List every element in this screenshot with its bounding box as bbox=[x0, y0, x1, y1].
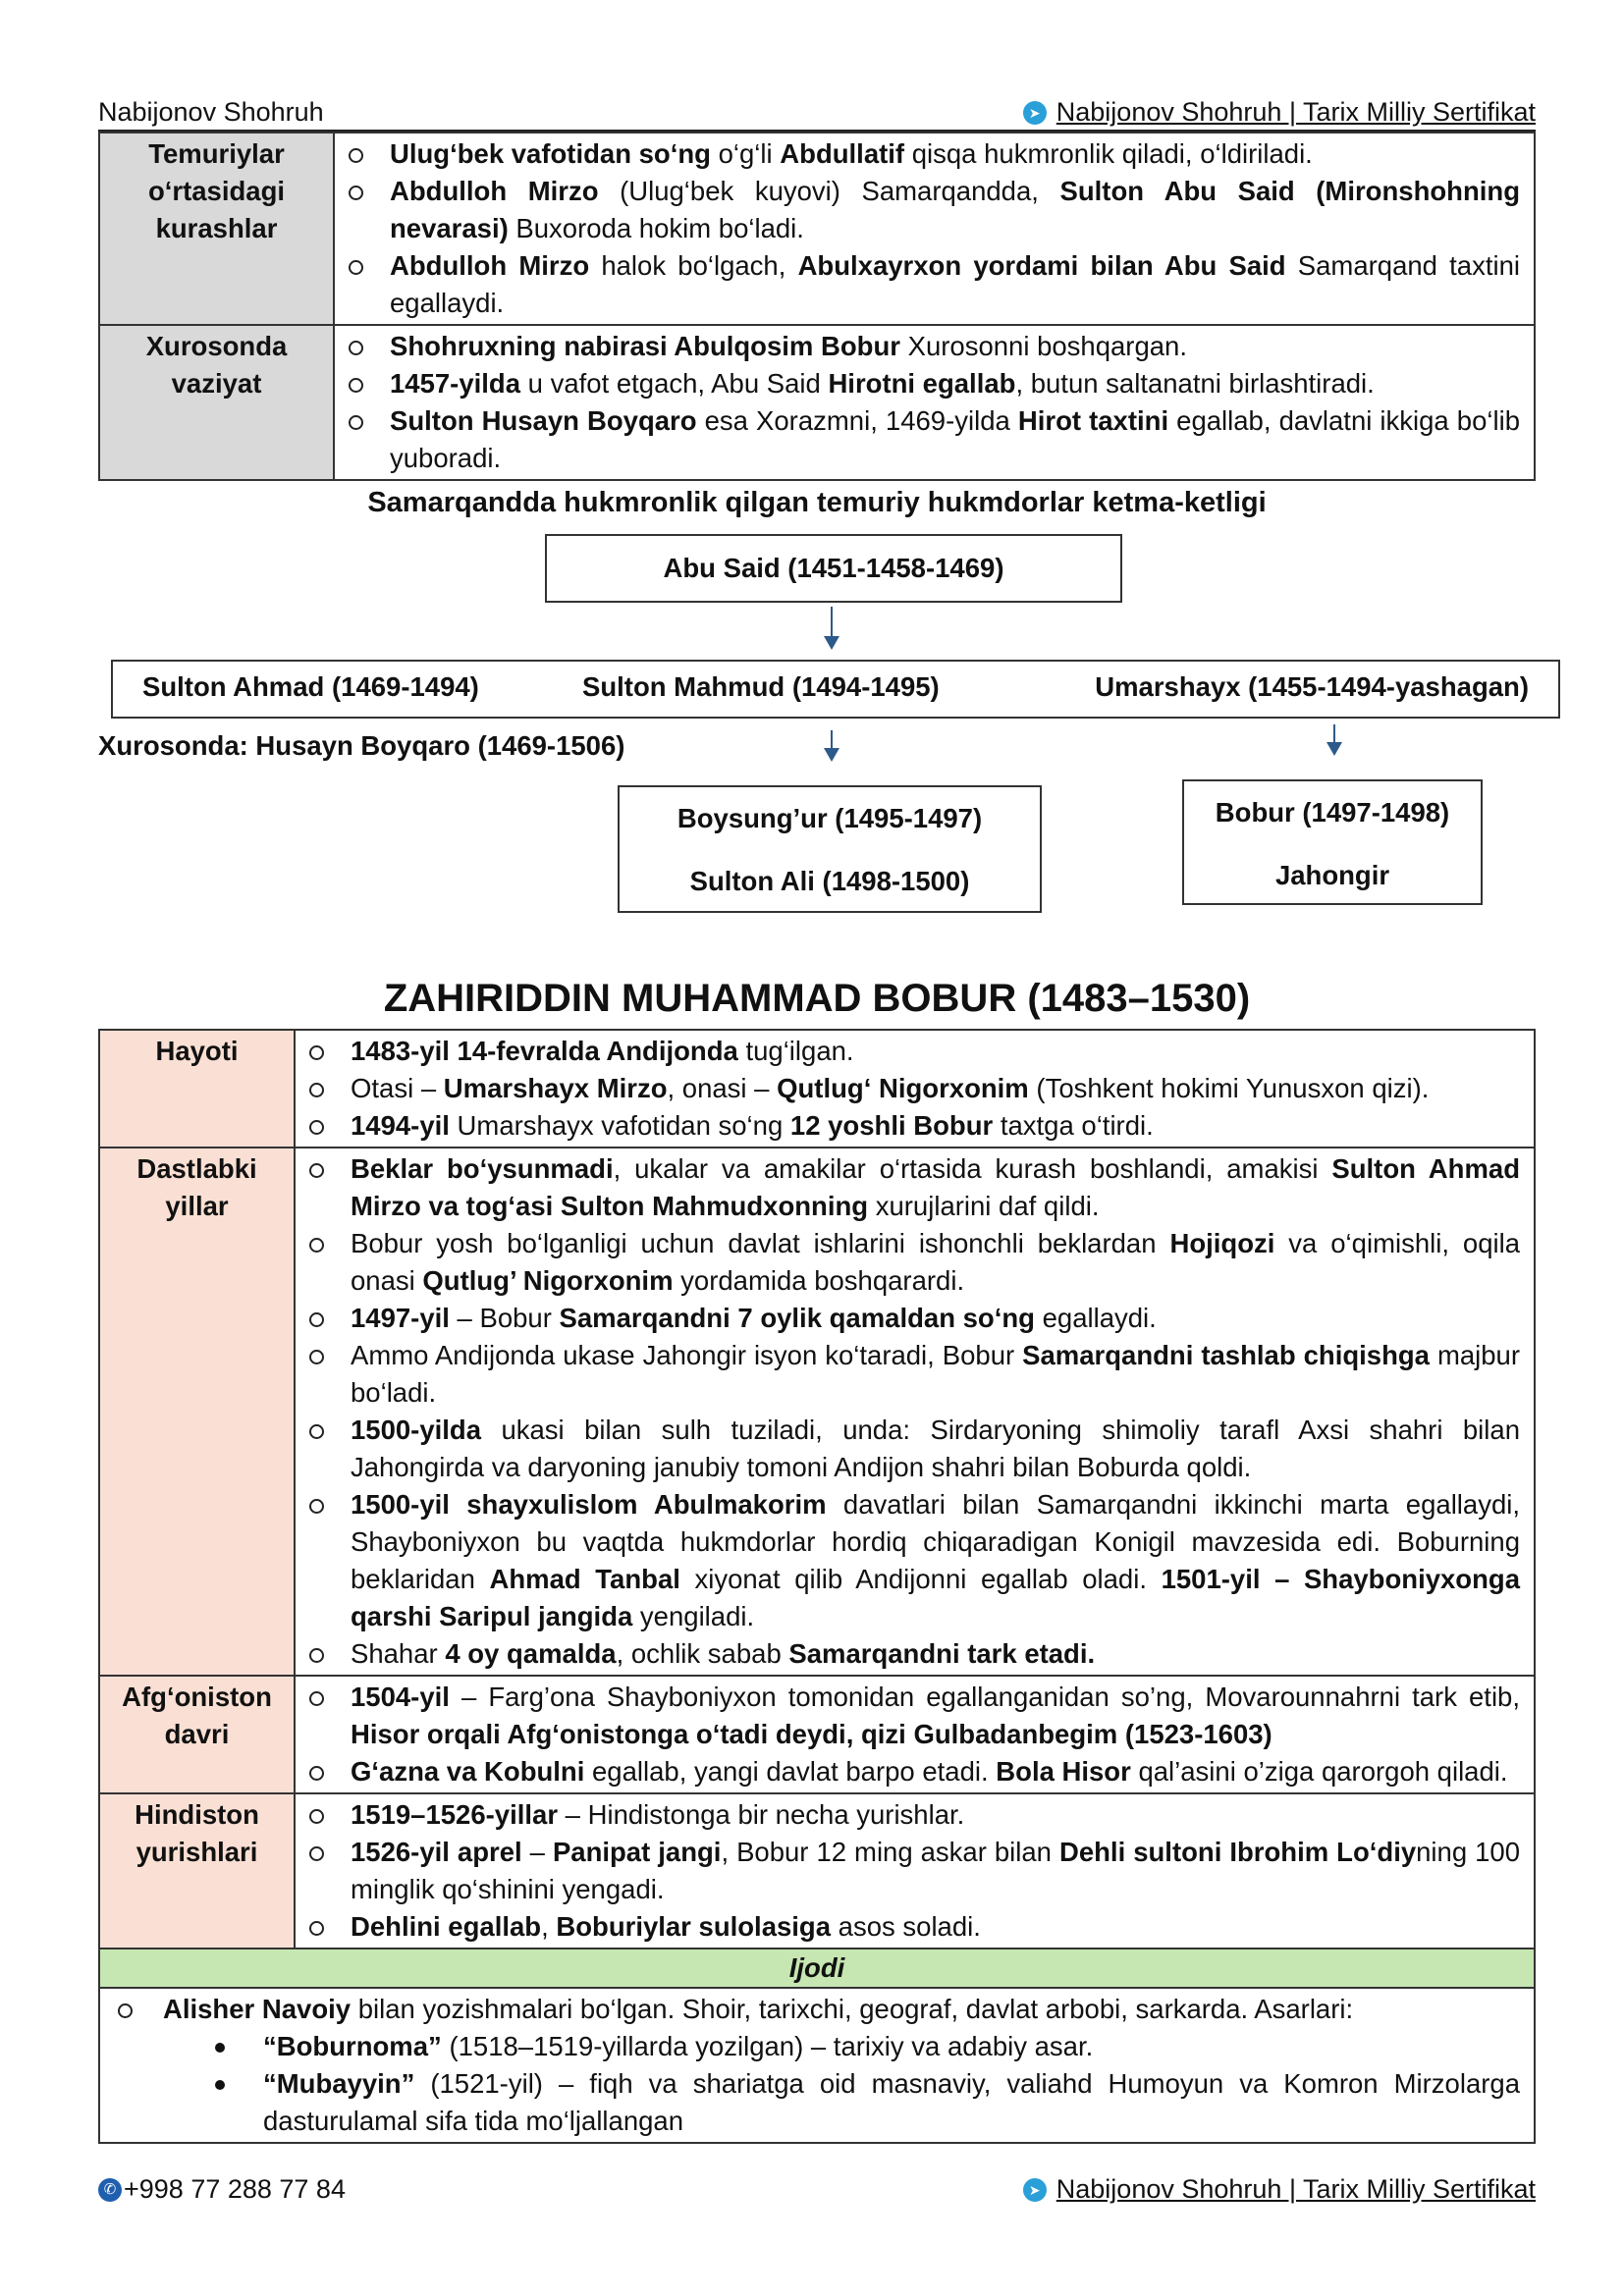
text: , bbox=[541, 1911, 557, 1942]
ijodi-content bbox=[99, 1988, 1535, 2143]
text: yordamida boshqarardi. bbox=[673, 1265, 965, 1296]
text: ning 100 minglik qo‘shinini yengadi. bbox=[351, 1837, 1521, 1904]
row-label: Hayoti bbox=[99, 1030, 295, 1148]
bold-text: 1500-yil shayxulislom Abulmakorim bbox=[351, 1489, 827, 1520]
bold-text: Dehlini egallab bbox=[351, 1911, 542, 1942]
text: davatlari bilan Samarqandni ikkinchi marta egallaydi, Shayboniyxon bu vaqtda hukmdorlar hordiq chiqaradigan Konigil mavzesida edi. Boburning beklaridan bbox=[351, 1489, 1520, 1594]
text: va o‘qimishli, oqila onasi bbox=[351, 1228, 1521, 1296]
list-item bbox=[296, 1908, 1520, 1946]
bold-text: 1501-yil – Shayboniyxonga qarshi Saripul jangida bbox=[351, 1564, 1520, 1631]
text: Bobur yosh bo‘lganligi uchun davlat ishlarini ishonchli beklardan bbox=[351, 1228, 1170, 1258]
list-item bbox=[296, 1070, 1520, 1107]
bold-text: Samarqandni 7 oylik qamaldan so‘ng bbox=[559, 1303, 1035, 1333]
bold-text: Samarqandni tark etadi. bbox=[788, 1638, 1096, 1669]
bold-text: Hirotni egallab bbox=[828, 368, 1016, 399]
text: egallaydi. bbox=[1034, 1303, 1157, 1333]
bold-text: “Mubayyin” bbox=[263, 2068, 415, 2099]
list-item bbox=[100, 1991, 1520, 2028]
bold-text: 1526-yil aprel bbox=[351, 1837, 522, 1867]
text: qal’asini o’ziga qarorgoh qiladi. bbox=[1130, 1756, 1508, 1787]
bold-text: Sulton Ahmad Mirzo va tog‘asi Sulton Mahmudxonning bbox=[351, 1153, 1520, 1221]
abu-said-label: Abu Said (1451-1458-1469) bbox=[663, 553, 1004, 583]
bold-text: Qutlug‘ Nigorxonim bbox=[777, 1073, 1029, 1103]
bold-text: “Boburnoma” bbox=[263, 2031, 442, 2061]
header-channel[interactable] bbox=[1023, 97, 1536, 128]
text: (1521-yil) – fiqh va shariatga oid masnaviy, valiahd Humoyun va Komron Mirzolarga dasturulamal sifa tida mo‘ljallangan bbox=[263, 2068, 1520, 2136]
list-item bbox=[100, 2028, 1520, 2065]
text: egallab, davlatni ikkiga bo‘lib yuboradi. bbox=[390, 405, 1521, 473]
table-row bbox=[99, 1793, 1535, 1949]
text: xiyonat qilib Andijonni egallab oladi. bbox=[679, 1564, 1162, 1594]
bold-text: G‘azna va Kobulni bbox=[351, 1756, 585, 1787]
arrow-down-icon bbox=[831, 607, 833, 648]
text: – Farg’ona Shayboniyxon tomonidan egallanganidan so’ng, Movarounnahrni tark etib, bbox=[449, 1682, 1520, 1712]
bold-text: Panipat jangi bbox=[552, 1837, 722, 1867]
text: , Bobur 12 ming askar bilan bbox=[721, 1837, 1059, 1867]
jahongir-label: Jahongir bbox=[1274, 860, 1390, 890]
bold-text: Abdulloh Mirzo bbox=[390, 176, 599, 206]
bobur-title: ZAHIRIDDIN MUHAMMAD BOBUR (1483–1530) bbox=[383, 977, 1251, 1020]
text: egallab, yangi davlat barpo etadi. bbox=[584, 1756, 997, 1787]
row-label: Afg‘oniston davri bbox=[99, 1676, 295, 1793]
list-item bbox=[296, 1834, 1520, 1908]
header-author: Nabijonov Shohruh bbox=[98, 97, 324, 127]
page bbox=[98, 94, 1536, 2144]
bold-text: Hirot taxtini bbox=[1017, 405, 1169, 436]
text: Ammo Andijonda ukase Jahongir isyon ko‘taradi, Bobur bbox=[351, 1340, 1023, 1370]
text: – Hindistonga bir necha yurishlar. bbox=[558, 1799, 965, 1830]
table-row bbox=[99, 133, 1535, 325]
bold-text: Abdulloh Mirzo bbox=[390, 250, 590, 281]
row-content bbox=[295, 1676, 1535, 1793]
footer-channel-text[interactable]: Nabijonov Shohruh | Tarix Milliy Sertifikat bbox=[1056, 2174, 1536, 2204]
xuroson-label: Xurosonda: Husayn Boyqaro (1469-1506) bbox=[98, 730, 625, 761]
bold-text: Shohruxning nabirasi Abulqosim Bobur bbox=[390, 331, 900, 361]
row-content bbox=[334, 133, 1535, 325]
text: o‘g‘li bbox=[710, 138, 781, 169]
bold-text: Bola Hisor bbox=[996, 1756, 1131, 1787]
footer-phone[interactable] bbox=[98, 2174, 346, 2205]
text: Buxoroda hokim bo‘ladi. bbox=[508, 213, 804, 243]
text: esa Xorazmni, 1469-yilda bbox=[696, 405, 1018, 436]
bold-text: Abulxayrxon yordami bilan Abu Said bbox=[797, 250, 1286, 281]
text: bilan yozishmalari bo‘lgan. Shoir, tarixchi, geograf, davlat arbobi, sarkarda. Asarlari: bbox=[351, 1994, 1354, 2024]
footer-phone-text[interactable]: +998 77 288 77 84 bbox=[124, 2174, 346, 2204]
row-content bbox=[295, 1030, 1535, 1148]
table-row bbox=[99, 1030, 1535, 1148]
telegram-icon: ➤ bbox=[1023, 2178, 1047, 2202]
row-content bbox=[295, 1148, 1535, 1676]
sulton-mahmud-label: Sulton Mahmud (1494-1495) bbox=[582, 671, 940, 702]
text: majbur bo‘ladi. bbox=[351, 1340, 1521, 1408]
text: Umarshayx vafotidan so‘ng bbox=[449, 1110, 790, 1141]
text: – bbox=[521, 1837, 553, 1867]
box-bobur bbox=[1182, 779, 1483, 905]
text: tug‘ilgan. bbox=[737, 1036, 854, 1066]
list-item bbox=[296, 1033, 1520, 1070]
bold-text: 1483-yil 14-fevralda Andijonda bbox=[351, 1036, 738, 1066]
arrow-down-icon bbox=[831, 730, 833, 760]
bold-text: 4 oy qamalda bbox=[445, 1638, 617, 1669]
text: (Toshkent hokimi Yunusxon qizi). bbox=[1028, 1073, 1430, 1103]
bold-text: Alisher Navoiy bbox=[163, 1994, 352, 2024]
list-item bbox=[100, 2065, 1520, 2140]
list-item bbox=[296, 1486, 1520, 1635]
bold-text: 12 yoshli Bobur bbox=[789, 1110, 994, 1141]
sulton-ali-label: Sulton Ali (1498-1500) bbox=[689, 866, 970, 896]
boysungur-label: Boysung’ur (1495-1497) bbox=[677, 803, 983, 833]
text: xurujlarini daf qildi. bbox=[868, 1191, 1100, 1221]
umarshayx-label: Umarshayx (1455-1494-yashagan) bbox=[1095, 671, 1529, 702]
bold-text: 1500-yilda bbox=[351, 1415, 482, 1445]
bold-text: Beklar bo‘ysunmadi bbox=[351, 1153, 614, 1184]
bold-text: Sulton Husayn Boyqaro bbox=[390, 405, 697, 436]
text: Samarqand taxtini egallaydi. bbox=[390, 250, 1521, 318]
list-item bbox=[296, 1635, 1520, 1673]
telegram-icon: ➤ bbox=[1023, 101, 1047, 125]
box-successors-row bbox=[111, 660, 1560, 719]
list-item bbox=[296, 1107, 1520, 1145]
bold-text: Samarqandni tashlab chiqishga bbox=[1022, 1340, 1430, 1370]
text: Otasi – bbox=[351, 1073, 444, 1103]
text: , ochlik sabab bbox=[616, 1638, 789, 1669]
list-item bbox=[335, 135, 1520, 173]
row-content bbox=[295, 1793, 1535, 1949]
temuriylar-table bbox=[98, 132, 1536, 481]
list-item bbox=[296, 1412, 1520, 1486]
bold-text: 1497-yil bbox=[351, 1303, 450, 1333]
bold-text: Dehli sultoni Ibrohim Lo‘diy bbox=[1058, 1837, 1417, 1867]
ijodi-label: Ijodi bbox=[99, 1949, 1535, 1988]
box-boysungur bbox=[618, 785, 1042, 913]
bold-text: Qutlug’ Nigorxonim bbox=[422, 1265, 674, 1296]
bold-text: Umarshayx Mirzo bbox=[443, 1073, 668, 1103]
list-item bbox=[335, 365, 1520, 402]
text: (Ulug‘bek kuyovi) Samarqandda, bbox=[598, 176, 1060, 206]
bold-text: Sulton Abu Said (Mironshohning nevarasi) bbox=[390, 176, 1520, 243]
table-row bbox=[99, 1148, 1535, 1676]
text: asos soladi. bbox=[831, 1911, 981, 1942]
text: Shahar bbox=[351, 1638, 446, 1669]
text: (1518–1519-yillarda yozilgan) – tarixiy va adabiy asar. bbox=[441, 2031, 1094, 2061]
phone-icon: ✆ bbox=[98, 2178, 122, 2202]
list-item bbox=[335, 247, 1520, 322]
text: halok bo‘lgach, bbox=[589, 250, 798, 281]
row-label: Xurosonda vaziyat bbox=[99, 325, 334, 480]
text: , onasi – bbox=[667, 1073, 778, 1103]
text: Xurosonni boshqargan. bbox=[899, 331, 1187, 361]
ijodi-content-row bbox=[99, 1988, 1535, 2143]
bobur-label: Bobur (1497-1498) bbox=[1215, 797, 1450, 828]
text: qisqa hukmronlik qiladi, o‘ldiriladi. bbox=[904, 138, 1313, 169]
row-label: Temuriylar o‘rtasidagi kurashlar bbox=[99, 133, 334, 325]
bold-text: Abdullatif bbox=[780, 138, 905, 169]
list-item bbox=[296, 1753, 1520, 1790]
table-row bbox=[99, 1676, 1535, 1793]
bold-text: Ulug‘bek vafotidan so‘ng bbox=[390, 138, 711, 169]
table-row bbox=[99, 325, 1535, 480]
list-item bbox=[296, 1150, 1520, 1225]
rulers-diagram bbox=[98, 526, 1536, 968]
text: – Bobur bbox=[449, 1303, 560, 1333]
text: yengiladi. bbox=[632, 1601, 755, 1631]
text: u vafot etgach, Abu Said bbox=[520, 368, 829, 399]
list-item bbox=[296, 1337, 1520, 1412]
list-item bbox=[296, 1300, 1520, 1337]
text: , butun saltanatni birlashtiradi. bbox=[1015, 368, 1375, 399]
ijodi-header-row bbox=[99, 1949, 1535, 1988]
list-item bbox=[335, 173, 1520, 247]
arrow-down-icon bbox=[1333, 724, 1335, 754]
text: , ukalar va amakilar o‘rtasida kurash boshlandi, amakisi bbox=[613, 1153, 1332, 1184]
sulton-ahmad-label: Sulton Ahmad (1469-1494) bbox=[142, 671, 479, 702]
list-item bbox=[335, 402, 1520, 477]
text: ukasi bilan sulh tuziladi, unda: Sirdaryoning shimoliy tarafl Axsi shahri bilan Jahongirda va daryoning janubiy tomoni Andijon shahri bilan Boburda qoldi. bbox=[351, 1415, 1520, 1482]
bold-text: 1494-yil bbox=[351, 1110, 450, 1141]
page-footer bbox=[98, 2174, 1536, 2214]
bold-text: 1519–1526-yillar bbox=[351, 1799, 559, 1830]
list-item bbox=[335, 328, 1520, 365]
bold-text: Hisor orqali Afg‘onistonga o‘tadi deydi, qizi Gulbadanbegim (1523-1603) bbox=[351, 1719, 1272, 1749]
list-item bbox=[296, 1679, 1520, 1753]
bobur-table bbox=[98, 1029, 1536, 2144]
bold-text: Boburiylar sulolasiga bbox=[556, 1911, 832, 1942]
bold-text: Ahmad Tanbal bbox=[489, 1564, 680, 1594]
row-label: Hindiston yurishlari bbox=[99, 1793, 295, 1949]
list-item bbox=[296, 1796, 1520, 1834]
header-channel-text[interactable]: Nabijonov Shohruh | Tarix Milliy Sertifikat bbox=[1056, 97, 1536, 127]
bold-text: 1457-yilda bbox=[390, 368, 521, 399]
diagram-title: Samarqandda hukmronlik qilgan temuriy hukmdorlar ketma-ketligi bbox=[367, 487, 1267, 518]
bold-text: Hojiqozi bbox=[1169, 1228, 1275, 1258]
bold-text: 1504-yil bbox=[351, 1682, 450, 1712]
footer-channel[interactable] bbox=[1023, 2174, 1536, 2205]
page-header bbox=[98, 94, 1536, 132]
text: taxtga o‘tirdi. bbox=[993, 1110, 1154, 1141]
list-item bbox=[296, 1225, 1520, 1300]
row-label: Dastlabki yillar bbox=[99, 1148, 295, 1676]
box-abu-said bbox=[545, 534, 1122, 603]
row-content bbox=[334, 325, 1535, 480]
